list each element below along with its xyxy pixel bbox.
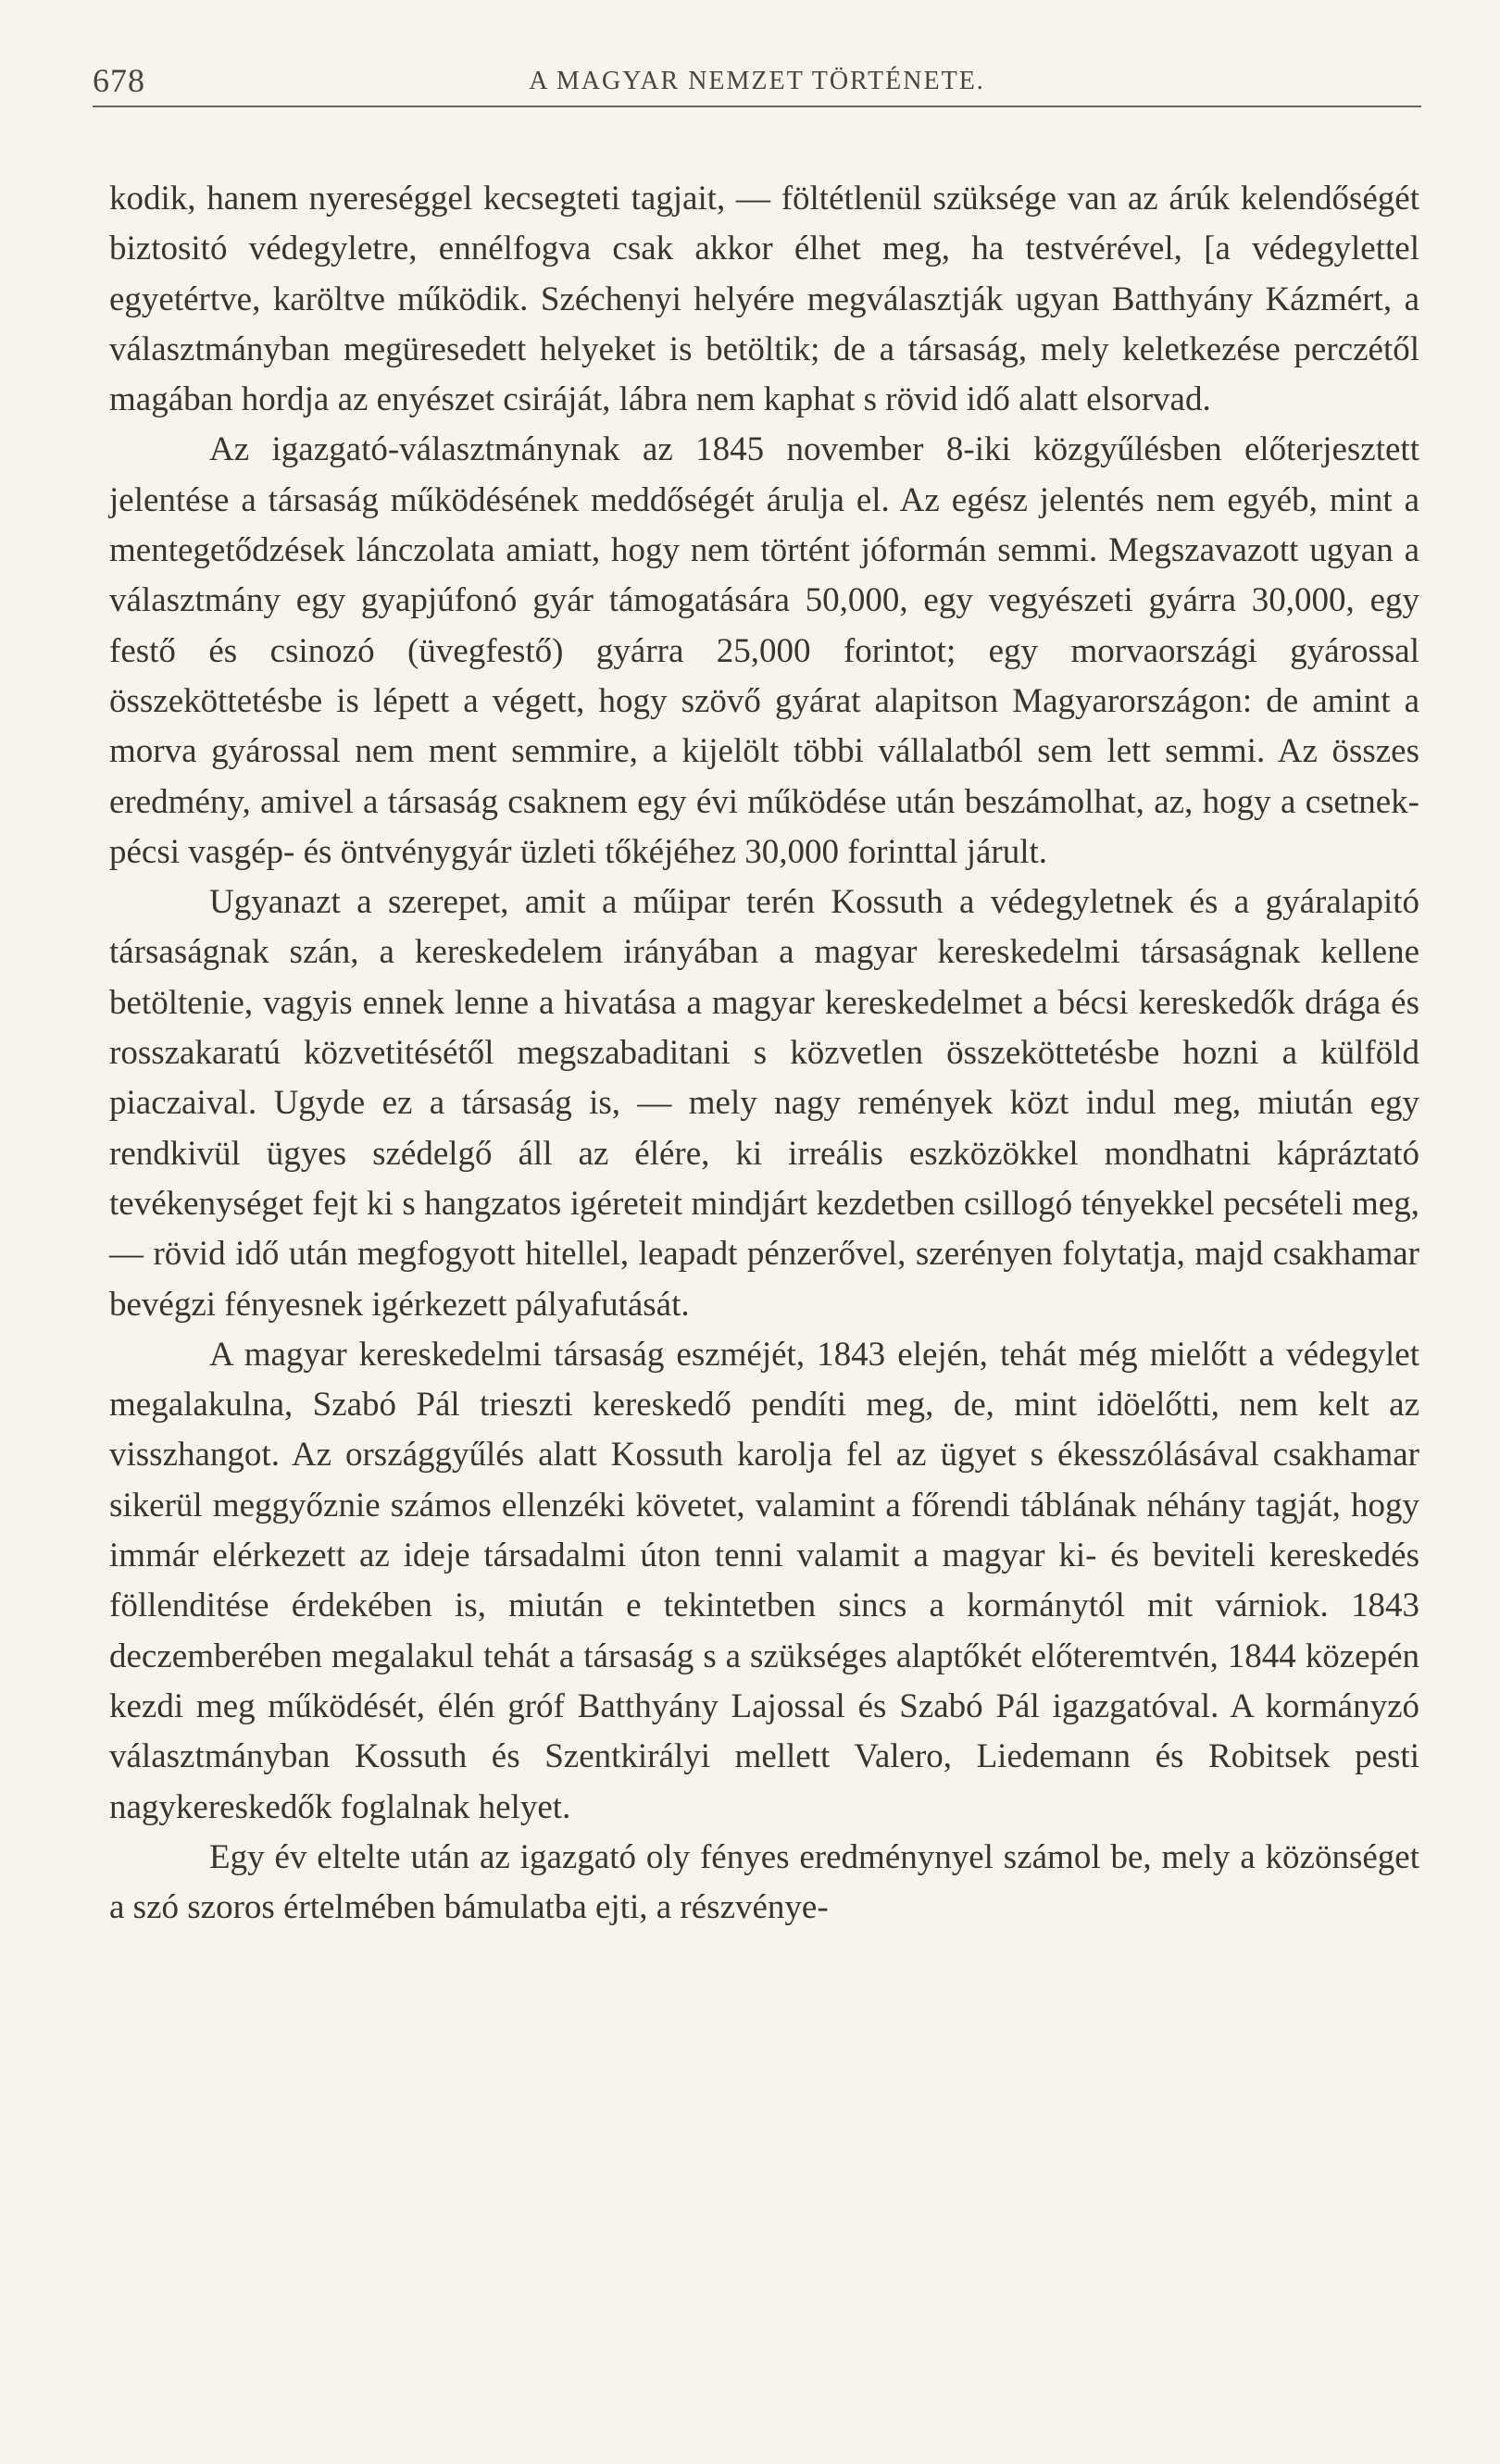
paragraph: Egy év eltelte után az igazgató oly fényes eredménynyel számol be, mely a közönséget a szó szoros értelmében bámulatba ejti, a részvénye-	[109, 1837, 1419, 1927]
paragraph-continuation: kodik, hanem nyereséggel kecsegteti tagjait, — föltétlenül szüksége van az árúk kelendőségét biztositó védegyletre, ennélfogva csak akkor élhet meg, ha testvérével, [a védegylettel egyetértve, karöltve működik. Széchenyi helyére megválasztják ugyan Batthyány Kázmért, a választmányban megüresedett helyeket is betöltik; de a társaság, mely keletkezése perczétől magában hordja az enyészet csiráját, lábra nem kaphat s rövid idő alatt elsorvad.	[109, 180, 1419, 419]
paragraph: Ugyanazt a szerepet, amit a műipar terén Kossuth a védegyletnek és a gyáralapitó társaságnak szán, a kereskedelem irányában a magyar kereskedelmi társaságnak kellene betöltenie, vagyis ennek lenne a hivatása a magyar kereskedelmet a bécsi kereskedők drága és rosszakaratú közvetitésétől megszabaditani s közvetlen összeköttetésbe hozni a külföld piaczaival. Ugyde ez a társaság is, — mely nagy remények közt indul meg, miután egy rendkivül ügyes szédelgő áll az élére, ki irreális eszközökkel mondhatni kápráztató tevékenységet fejt ki s hangzatos igéreteit mindjárt kezdetben csillogó tényekkel pecsételi meg, — rövid idő után megfogyott hitellel, leapadt pénzerővel, szerényen folytatja, majd csakhamar bevégzi fényesnek igérkezett pályafutását.	[109, 883, 1419, 1324]
body-text	[109, 174, 1419, 1933]
paragraph: A magyar kereskedelmi társaság eszméjét, 1843 elején, tehát még mielőtt a védegylet megalakulna, Szabó Pál trieszti kereskedő pendíti meg, de, mint idöelőtti, nem kelt az visszhangot. Az országgyűlés alatt Kossuth karolja fel az ügyet s ékesszólásával csakhamar sikerül meggyőznie számos ellenzéki követet, valamint a főrendi táblának néhány tagját, hogy immár elérkezett az ideje társadalmi úton tenni valamit a magyar ki- és beviteli kereskedés föllenditése érdekében is, miután e tekintetben sincs a kormánytól mit várniok. 1843 deczemberében megalakul tehát a társaság s a szükséges alaptőkét előteremtvén, 1844 közepén kezdi meg működését, élén gróf Batthyány Lajossal és Szabó Pál igazgatóval. A kormányzó választmányban Kossuth és Szentkirályi mellett Valero, Liedemann és Robitsek pesti nagykereskedők foglalnak helyet.	[109, 1335, 1419, 1826]
running-title: A MAGYAR NEMZET TÖRTÉNETE.	[529, 67, 985, 95]
page-number: 678	[93, 62, 145, 99]
paragraph: Az igazgató-választmánynak az 1845 november 8-iki közgyűlésben előterjesztett jelentése a társaság működésének meddőségét árulja el. Az egész jelentés nem egyéb, mint a mentegetődzések lánczolata amiatt, hogy nem történt jóformán semmi. Megszavazott ugyan a választmány egy gyapjúfonó gyár támogatására 50,000, egy vegyészeti gyárra 30,000, egy festő és csinozó (üvegfestő) gyárra 25,000 forintot; egy morvaországi gyárossal összeköttetésbe is lépett a végett, hogy szövő gyárat alapitson Magyarországon: de amint a morva gyárossal nem ment semmire, a kijelölt többi vállalatból sem lett semmi. Az összes eredmény, amivel a társaság csaknem egy évi működése után beszámolhat, az, hogy a csetnek-pécsi vasgép- és öntvénygyár üzleti tőkéjéhez 30,000 forinttal járult.	[109, 430, 1419, 871]
running-head	[93, 57, 1421, 107]
